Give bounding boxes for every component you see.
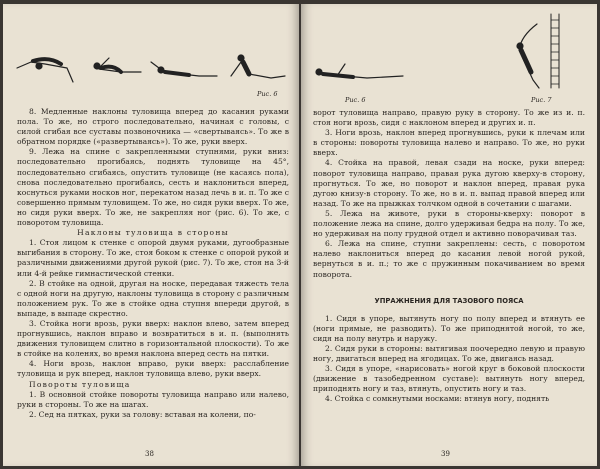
paragraph: 4. Стойка с сомкнутыми носками: втянув ногу, поднять bbox=[325, 394, 550, 404]
paragraph: 3. Ноги врозь, наклон вперед прогнувшись, руки к плечам или в стороны: повороты туловища налево и направо. То же, но руки вверх. bbox=[313, 128, 585, 158]
page-number: 39 bbox=[441, 450, 450, 458]
right-page bbox=[301, 4, 597, 466]
figure-drawing bbox=[307, 6, 591, 100]
figure-drawing bbox=[9, 6, 293, 100]
paragraph: 2. В стойке на одной, другая на носке, передавая тяжесть тела с одной ноги на другую, наклоны туловища в сторону с различным положением рук. То же в стойке одна ступня впереди другой, в выпаде, в выпаде скрестно. bbox=[17, 278, 289, 318]
left-page bbox=[3, 4, 299, 466]
page-number: 38 bbox=[145, 450, 154, 458]
paragraph: 3. Стойка ноги врозь, руки вверх: наклон влево, затем вперед прогнувшись, наклон вправо и возвратиться в и. п. (выполнять движения туловищем слитно в горизонтальной плоскости). То же в стойке на коленях, во время наклона вперед сесть на пятки. bbox=[17, 318, 289, 359]
paragraph: 9. Лежа на спине с закрепленными ступнями, руки вниз: последовательно прогибаясь, поднять туловище на 45°, последовательно сгибаясь, опустить туловище (не касаясь пола), снова последовательно прогибаясь, сесть и наклониться вперед, коснуться руками носков ног, перекатом назад лечь в и. п. То же с совершенно прямым туловищем. То же, но сидя руки вверх. То же, но сидя руки вверх. То же, не закрепляя ног (рис. 6). То же, с поворотом туловища. bbox=[17, 147, 289, 228]
left-page-text bbox=[17, 107, 289, 420]
exercise-figures-illustration bbox=[9, 6, 293, 100]
subheading: Наклоны туловища в стороны bbox=[77, 228, 229, 238]
exercise-figures-illustration bbox=[307, 6, 591, 100]
paragraph: 4. Ноги врозь, наклон вправо, руки вверх: расслабление туловища и рук вперед, наклон туловища влево, руки вверх. bbox=[17, 359, 289, 379]
paragraph: 1. Сидя в упоре, вытянуть ногу по полу вперед и втянуть ее (ноги прямые, не разводить). То же приподнятой ногой, то же, сидя на полу внутрь и наружу. bbox=[313, 313, 585, 343]
paragraph: 6. Лежа на спине, ступни закреплены: сесть, с поворотом налево наклониться вперед до касания левой ногой рукой, вернуться в и. п.; то же с пружинным покачиванием во время поворота. bbox=[313, 239, 585, 279]
paragraph: 8. Медленные наклоны туловища вперед до касания руками пола. То же, но строго последовательно, начиная с головы, с силой сгибая все суставы позвоночника — «свертываясь». То же в обратном порядке («развертываясь»). То же, руки вверх. bbox=[17, 107, 289, 147]
section-heading: УПРАЖНЕНИЯ ДЛЯ ТАЗОВОГО ПОЯСА bbox=[374, 296, 524, 305]
paragraph: 5. Лежа на животе, руки в стороны-кверху: поворот в положение лежа на спине, долго удерживая бедра на полу. То же, но удерживая на полу грудной отдел и активно поворачивая таз. bbox=[313, 208, 585, 239]
paragraph: 1. В основной стойке повороты туловища направо или налево, руки в стороны. То же на шагах. bbox=[17, 389, 289, 409]
paragraph: 1. Стоя лицом к стенке с опорой двумя руками, дугообразные выгибания в сторону. То же, стоя боком к стенке с опорой рукой и различными движениями другой рукой (рис. 7). То же, стоя на 3-й или 4-й рейке гимнастической стенки. bbox=[17, 238, 289, 278]
right-page-text bbox=[313, 108, 585, 405]
subheading: Повороты туловища bbox=[29, 379, 131, 389]
figure-caption: Рис. 7 bbox=[531, 96, 552, 104]
paragraph: 3. Сидя в упоре, «нарисовать» ногой круг в боковой плоскости (движение в тазобедренном суставе): вытянуть ногу вперед, приподнять ногу и таз, втянуть, опустить ногу и таз. bbox=[313, 364, 585, 394]
paragraph: ворот туловища направо, правую руку в сторону. То же из и. п. стоя ноги врозь, сидя с наклоном вперед и других и. п. bbox=[313, 108, 585, 128]
paragraph: 4. Стойка на правой, левая сзади на носке, руки вперед: поворот туловища направо, правая рука дугою кверху-в сторону, прогнуться. То же, но поворот и наклон вперед, правая рука дугою книзу-в сторону. То же, но в и. п. выпад правой вперед или назад. То же на прыжках толчком одной в сочетании с шагами. bbox=[313, 158, 585, 208]
figure-caption: Рис. 6 bbox=[345, 96, 366, 104]
paragraph: 2. Сед на пятках, руки за голову: вставая на колени, по- bbox=[29, 409, 256, 419]
paragraph: 2. Сидя руки в стороны: вытягивая поочередно левую и правую ногу, двигаться вперед на ягодицах. То же, двигаясь назад. bbox=[313, 343, 585, 364]
figure-caption: Рис. 6 bbox=[257, 90, 278, 98]
